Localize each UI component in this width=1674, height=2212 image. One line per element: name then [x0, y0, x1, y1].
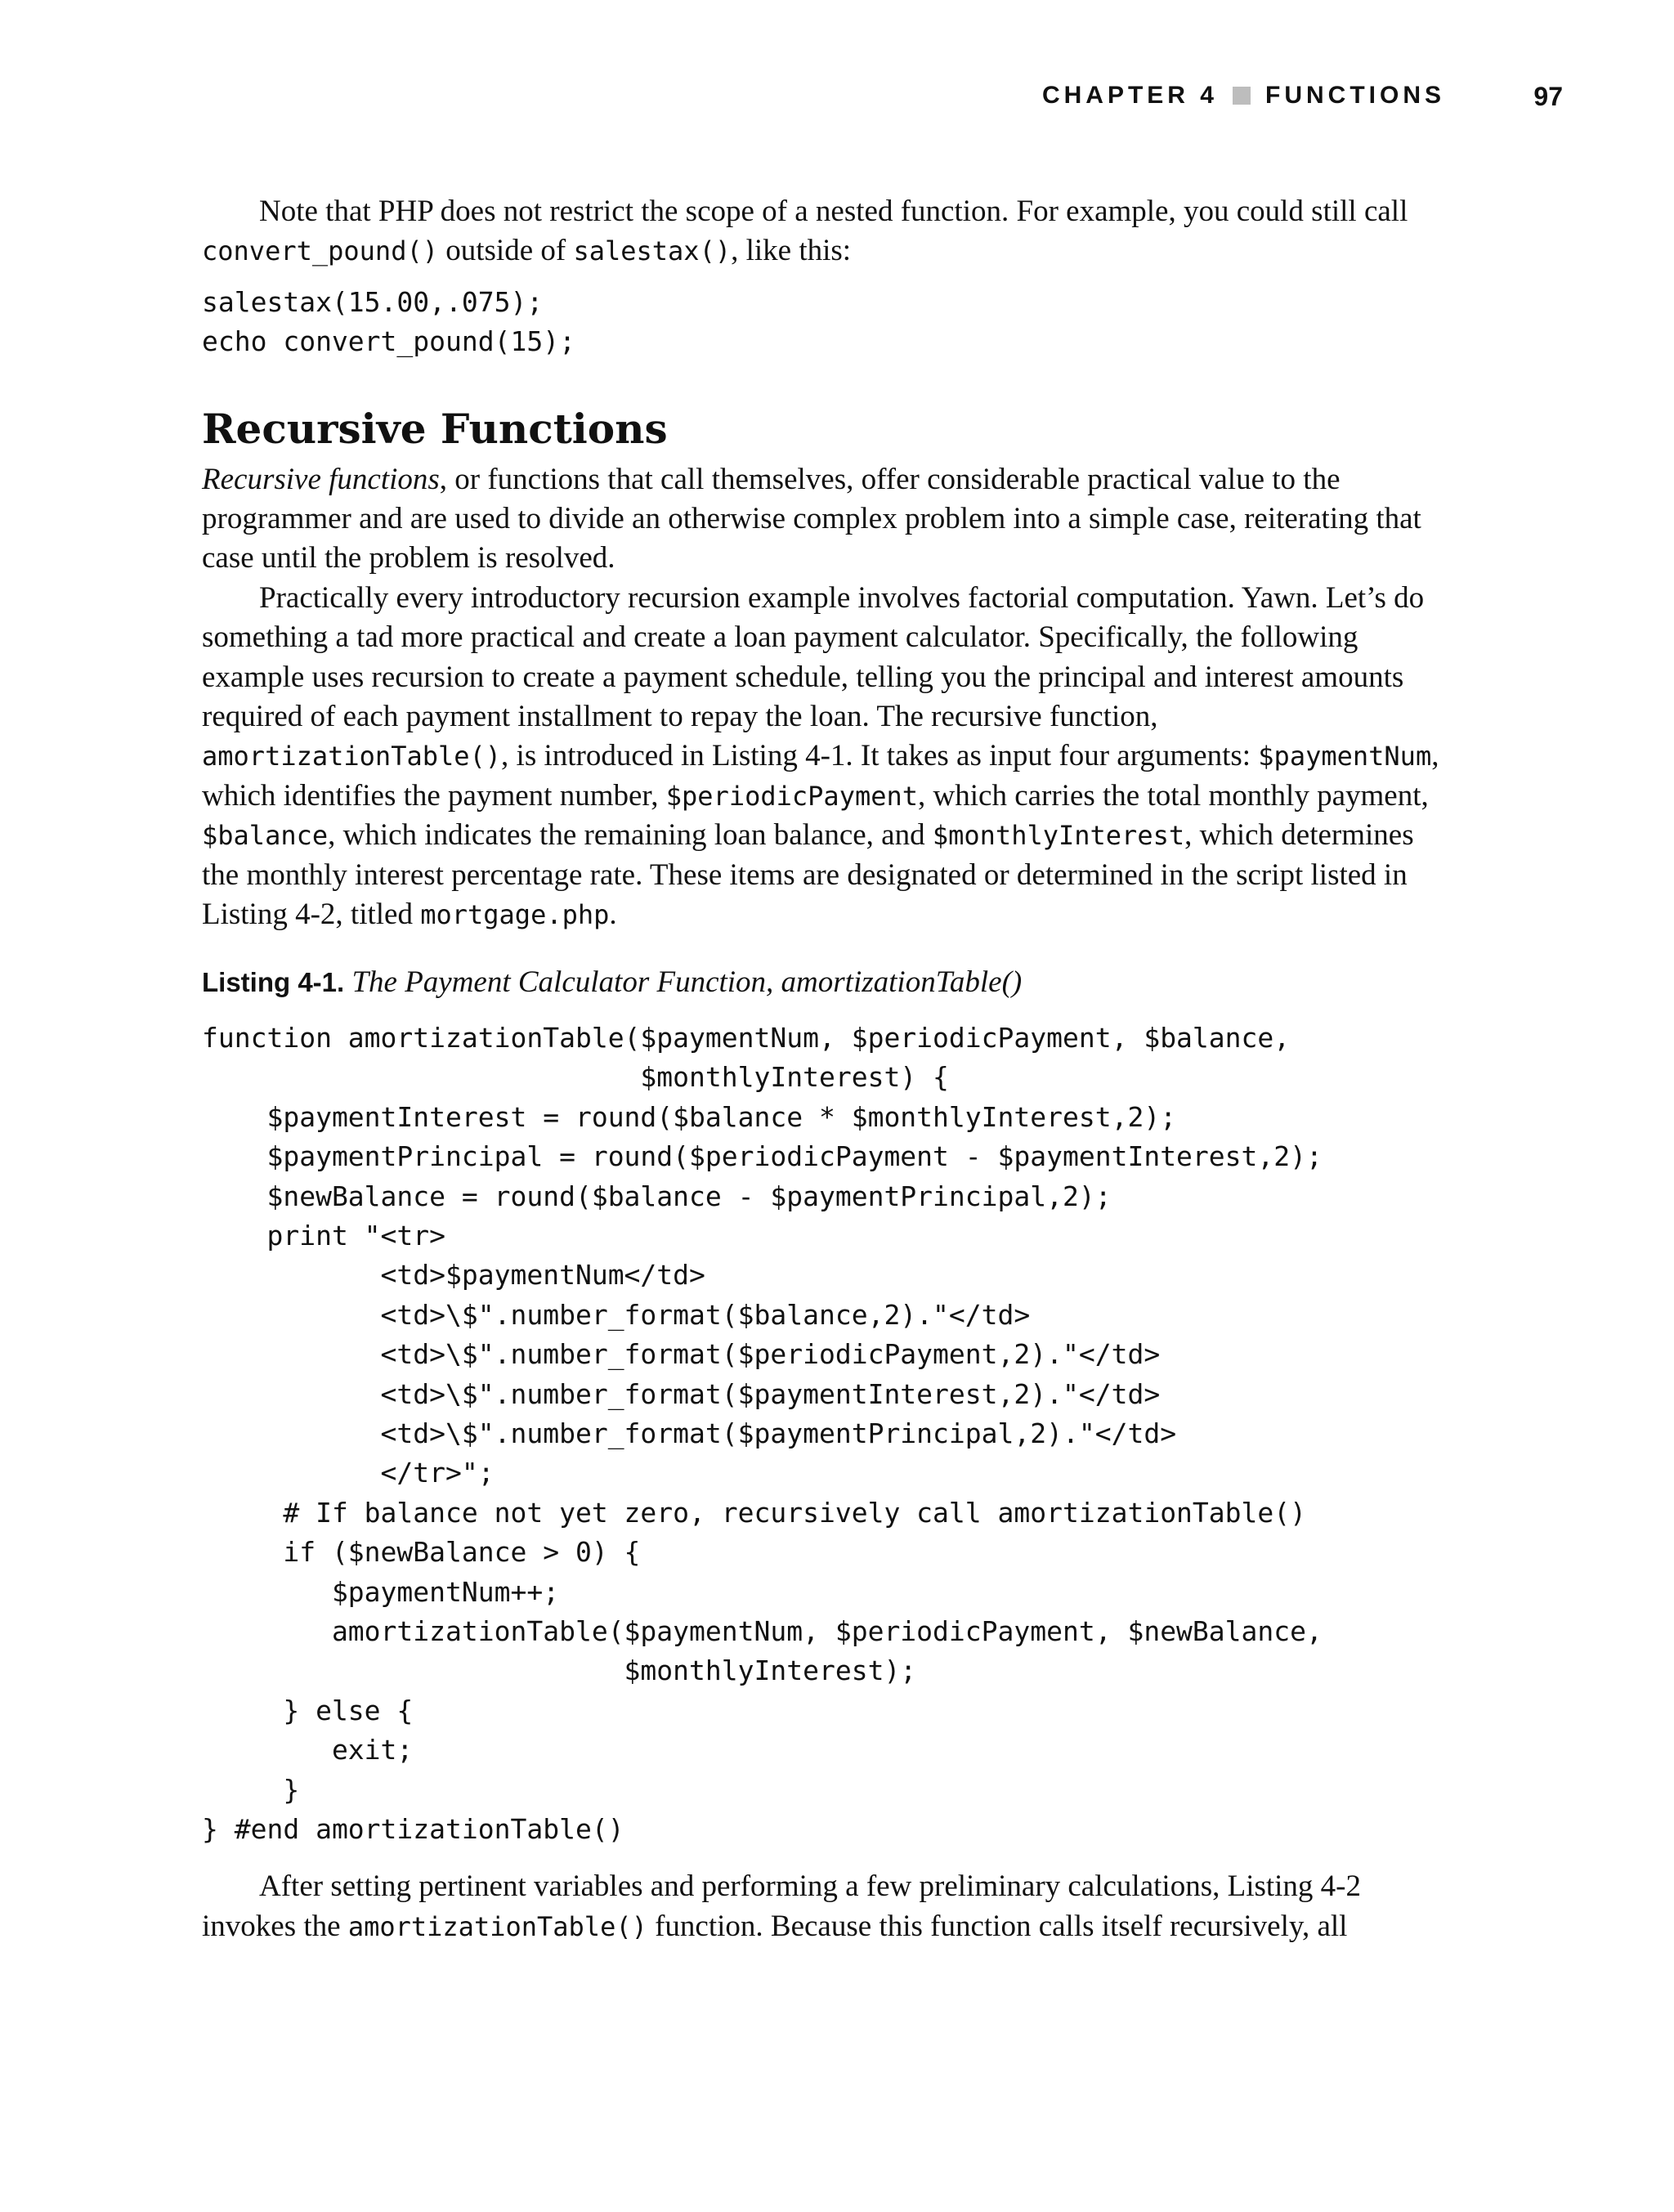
text: , which determines the monthly interest percentage rate. These items are designated or determined in the script listed in Listing 4-2, titled [202, 818, 1414, 932]
emphasis-term: Recursive functions [202, 462, 440, 496]
square-separator-icon [1233, 87, 1251, 105]
paragraph-loan-calculator [202, 579, 1444, 935]
text: After setting pertinent variables and performing a few preliminary calculations, Listing 4-2 invokes the [202, 1869, 1362, 1943]
inline-code: $monthlyInterest [932, 820, 1185, 852]
chapter-label: CHAPTER 4 [1041, 82, 1218, 109]
text: function. Because this function calls itself recursively, all [647, 1909, 1348, 1943]
text: Practically every introductory recursion example involves factorial computation. Yawn. Let’s do something a tad more practical and create a loan payment calculator. Specifically, the following example uses recursion to create a payment schedule, telling you the principal and interest amounts required of each payment installment to repay the loan. The recursive function, [202, 580, 1425, 734]
listing-caption [202, 963, 1444, 1002]
inline-code: $periodicPayment [665, 780, 919, 812]
listing-label: Listing 4-1. [202, 966, 345, 997]
text: , which carries the total monthly payment, [918, 778, 1429, 813]
inline-code: convert_pound() [202, 235, 438, 267]
text: , which identifies the payment number, [202, 739, 1439, 813]
text: , or functions that call themselves, offer considerable practical value to the programmer and are used to divide an otherwise complex problem into a simple case, reiterating that case until the problem is resolved. [202, 462, 1421, 575]
listing-title: The Payment Calculator Function, amortizationTable() [351, 965, 1023, 999]
text: , which indicates the remaining loan balance, and [328, 818, 933, 853]
paragraph-recursive-definition [202, 460, 1444, 579]
inline-code: mortgage.php [420, 899, 610, 931]
text: outside of [437, 234, 574, 268]
paragraph-after-listing [202, 1867, 1444, 1946]
inline-code: amortizationTable() [202, 741, 502, 772]
code-example-salestax: salestax(15.00,.075); echo convert_pound(15); [202, 285, 575, 358]
inline-code: salestax() [573, 235, 732, 267]
page-body [202, 192, 1444, 1946]
inline-code: $paymentNum [1258, 741, 1432, 772]
code-listing-amortization: function amortizationTable($paymentNum, $periodicPayment, $balance, $monthlyInterest) { $paymentInterest = round($balance * $monthlyInterest,2); $paymentPrincipal = round($periodicPayment - $paymentInterest,2); $newBalance = round($balance - $paymentPrincipal,2); print "<tr> <td>$paymentNum</td> <td>\$".number_format($balance,2)."</td> <td>\$".number_format($periodicPayment,2)."</td> <td>\$".number_format($paymentInterest,2)."</td> <td>\$".number_format($paymentPrincipal,2)."</td> </tr>"; # If balance not yet zero, recursively call amortizationTable() if ($newBalance > 0) { $paymentNum++; amortizationTable($paymentNum, $periodicPayment, $newBalance, $monthlyInterest); } else { exit; } } #end amortizationTable() [202, 1021, 1323, 1846]
page-number: 97 [1533, 82, 1563, 111]
inline-code: amortizationTable() [347, 1910, 647, 1942]
text: , like this: [731, 234, 852, 268]
text: Note that PHP does not restrict the scope of a nested function. For example, you could still call [259, 195, 1408, 228]
text: . [609, 898, 617, 932]
running-header [0, 82, 1674, 114]
section-heading: Recursive Functions [202, 404, 668, 453]
inline-code: $balance [202, 820, 329, 852]
paragraph-nested-scope [202, 192, 1444, 271]
text: , is introduced in Listing 4-1. It takes as input four arguments: [501, 739, 1259, 773]
chapter-title [1042, 82, 1445, 110]
section-label: FUNCTIONS [1265, 82, 1445, 109]
